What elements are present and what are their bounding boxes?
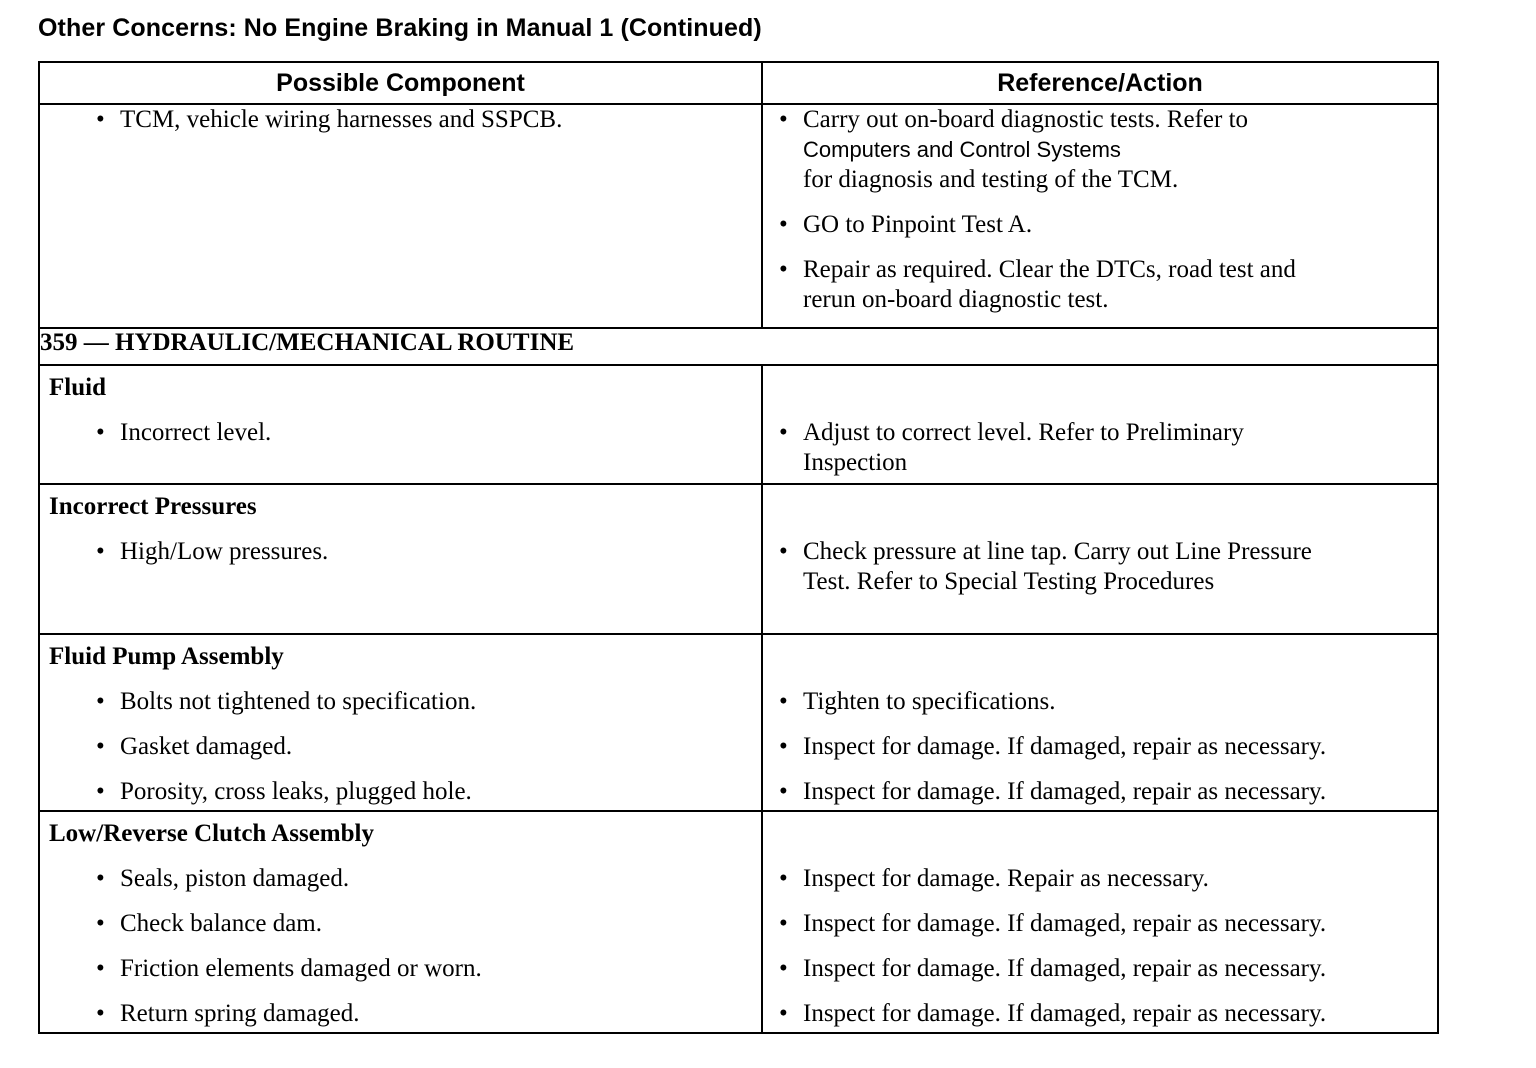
component-text: Friction elements damaged or worn. <box>120 955 482 982</box>
section-heading: 359 — HYDRAULIC/MECHANICAL ROUTINE <box>39 328 1438 365</box>
bullet: • <box>779 1000 788 1027</box>
page-title: Other Concerns: No Engine Braking in Manual 1 (Continued) <box>38 14 762 42</box>
component-cell <box>39 365 762 484</box>
action-text: Inspect for damage. If damaged, repair as necessary. <box>803 955 1327 982</box>
bullet: • <box>779 733 788 760</box>
column-header-action: Reference/Action <box>762 62 1438 104</box>
component-cell <box>39 811 762 1033</box>
list-item <box>763 999 1437 1029</box>
bullet: • <box>96 538 105 565</box>
action-cell <box>762 484 1438 634</box>
list-item <box>763 105 1437 195</box>
component-text: Porosity, cross leaks, plugged hole. <box>120 778 472 805</box>
bullet: • <box>779 778 788 805</box>
action-text: Inspect for damage. If damaged, repair as necessary. <box>803 778 1327 805</box>
list-item <box>763 687 1437 717</box>
list-item <box>763 210 1437 240</box>
list-item <box>40 999 761 1029</box>
list-item <box>763 864 1437 894</box>
component-cell <box>39 484 762 634</box>
action-text: Tighten to specifications. <box>803 688 1056 715</box>
group-heading: Fluid Pump Assembly <box>49 643 284 670</box>
bullet: • <box>779 419 788 446</box>
group-heading: Low/Reverse Clutch Assembly <box>49 820 374 847</box>
component-text: Check balance dam. <box>120 910 322 937</box>
table-row <box>39 104 1438 328</box>
list-item <box>763 255 1437 315</box>
component-cell <box>39 634 762 811</box>
bullet: • <box>779 865 788 892</box>
list-item <box>40 537 761 567</box>
bullet: • <box>779 256 788 283</box>
reference-link: Computers and Control Systems <box>803 137 1121 162</box>
list-item <box>40 687 761 717</box>
bullet: • <box>779 688 788 715</box>
action-text: Inspection <box>803 449 908 476</box>
list-item <box>763 732 1437 762</box>
action-text: Check pressure at line tap. Carry out Line Pressure <box>803 538 1312 565</box>
bullet: • <box>96 910 105 937</box>
list-item <box>763 418 1437 478</box>
action-text: GO to Pinpoint Test A. <box>803 211 1033 238</box>
table-row <box>39 634 1438 811</box>
bullet: • <box>96 955 105 982</box>
list-item <box>40 732 761 762</box>
group-heading: Incorrect Pressures <box>49 493 257 520</box>
list-item <box>40 954 761 984</box>
action-text: Inspect for damage. If damaged, repair as necessary. <box>803 1000 1327 1027</box>
table-header-row <box>39 62 1438 104</box>
bullet: • <box>779 211 788 238</box>
bullet: • <box>779 955 788 982</box>
bullet: • <box>96 106 105 133</box>
table-row <box>39 484 1438 634</box>
list-item <box>40 777 761 807</box>
column-header-component: Possible Component <box>39 62 762 104</box>
action-text: for diagnosis and testing of the TCM. <box>803 166 1179 193</box>
list-item <box>40 864 761 894</box>
action-text: rerun on-board diagnostic test. <box>803 286 1109 313</box>
list-item <box>763 777 1437 807</box>
action-cell <box>762 634 1438 811</box>
bullet: • <box>96 419 105 446</box>
action-text: Repair as required. Clear the DTCs, road test and <box>803 256 1296 283</box>
component-text: Bolts not tightened to specification. <box>120 688 477 715</box>
component-text: Gasket damaged. <box>120 733 293 760</box>
bullet: • <box>96 733 105 760</box>
table-row <box>39 365 1438 484</box>
component-cell <box>39 104 762 328</box>
action-text: Inspect for damage. If damaged, repair as necessary. <box>803 910 1327 937</box>
action-text: Carry out on-board diagnostic tests. Refer to <box>803 106 1249 133</box>
bullet: • <box>779 538 788 565</box>
bullet: • <box>779 106 788 133</box>
bullet: • <box>779 910 788 937</box>
list-item <box>763 954 1437 984</box>
bullet: • <box>96 688 105 715</box>
action-text: Test. Refer to Special Testing Procedures <box>803 568 1215 595</box>
action-cell <box>762 104 1438 328</box>
action-cell <box>762 365 1438 484</box>
action-cell <box>762 811 1438 1033</box>
bullet: • <box>96 1000 105 1027</box>
component-text: Incorrect level. <box>120 419 272 446</box>
bullet: • <box>96 865 105 892</box>
list-item <box>40 418 761 448</box>
section-row <box>39 328 1438 365</box>
group-heading: Fluid <box>49 374 106 401</box>
table-row <box>39 811 1438 1033</box>
component-text: High/Low pressures. <box>120 538 329 565</box>
list-item <box>763 537 1437 597</box>
action-text: Inspect for damage. Repair as necessary. <box>803 865 1209 892</box>
diagnostic-table <box>38 61 1439 1034</box>
list-item <box>763 909 1437 939</box>
action-text: Adjust to correct level. Refer to Preliminary <box>803 419 1244 446</box>
component-text: TCM, vehicle wiring harnesses and SSPCB. <box>120 106 563 133</box>
list-item <box>40 909 761 939</box>
list-item <box>40 105 761 135</box>
component-text: Seals, piston damaged. <box>120 865 350 892</box>
action-text: Inspect for damage. If damaged, repair as necessary. <box>803 733 1327 760</box>
component-text: Return spring damaged. <box>120 1000 360 1027</box>
bullet: • <box>96 778 105 805</box>
